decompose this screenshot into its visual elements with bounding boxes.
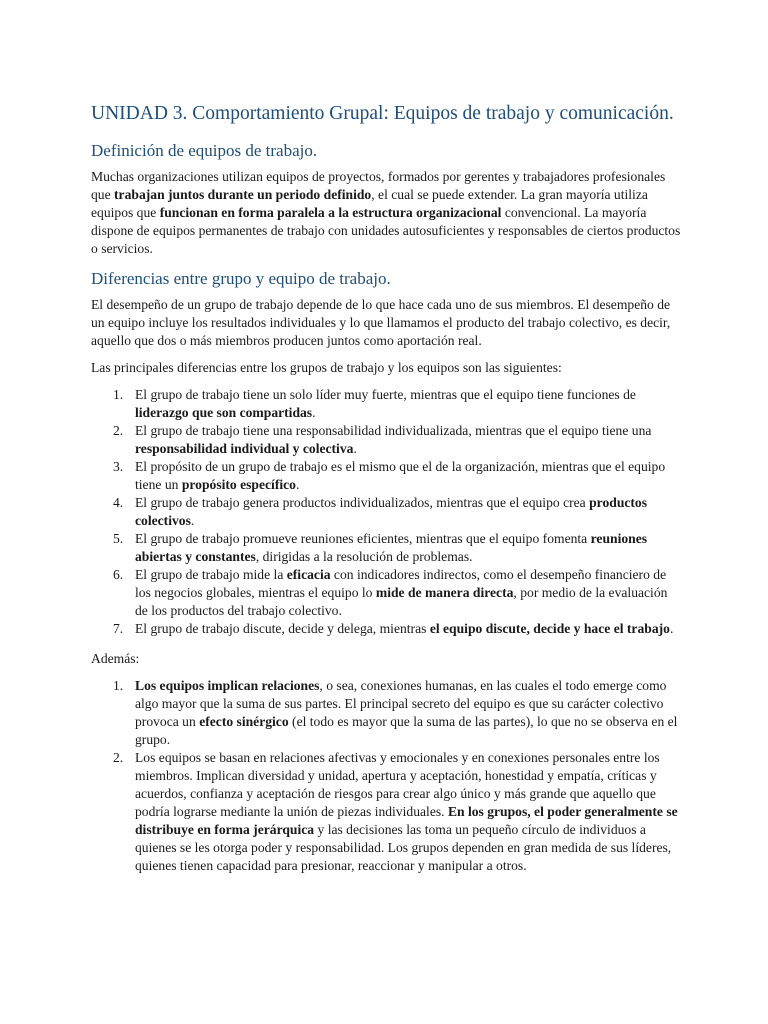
bold-text: funcionan en forma paralela a la estructura organizacional — [159, 205, 502, 220]
bold-text: responsabilidad individual y colectiva — [135, 441, 354, 456]
list-number: 6. — [113, 567, 124, 582]
text-run: El grupo de trabajo mide la — [135, 567, 287, 582]
bold-text: el equipo discute, decide y hace el trabajo — [429, 621, 670, 636]
text-run: , o sea, conexiones humanas, en las cuales el todo emerge como algo mayor que la suma de sus partes. El principal secreto del equipo es que su carácter colectivo provoca un — [135, 678, 667, 729]
ademas-label: Además: — [91, 651, 140, 666]
text-run: . — [312, 405, 316, 420]
list-number: 1. — [113, 678, 124, 693]
list-number: 7. — [113, 621, 124, 636]
bold-text: eficacia — [286, 567, 331, 582]
list-number: 2. — [113, 423, 124, 438]
bold-text: En los grupos, el poder generalmente se distribuye en forma jerárquica — [135, 804, 678, 837]
list-number: 1. — [113, 387, 124, 402]
section-heading-definicion: Definición de equipos de trabajo. — [91, 141, 318, 160]
diferencias-intro: Las principales diferencias entre los grupos de trabajo y los equipos son las siguientes: — [91, 360, 562, 375]
text-run: . — [295, 477, 300, 492]
text-run: (el todo es mayor que la suma de las partes), lo que no se observa en el grupo. — [135, 714, 678, 747]
bold-text: reuniones abiertas y constantes — [135, 531, 648, 564]
text-run: con indicadores indirectos, como el desempeño financiero de los negocios globales, mientras el equipo lo — [135, 567, 667, 600]
document-title: UNIDAD 3. Comportamiento Grupal: Equipos de trabajo y comunicación. — [91, 103, 674, 124]
bold-text: productos colectivos — [135, 495, 648, 528]
ademas-list — [91, 677, 681, 875]
text-run: , el cual se puede extender. La gran mayoría utiliza equipos que — [91, 187, 648, 220]
bold-text: trabajan juntos durante un periodo definido — [114, 187, 372, 202]
list-item — [91, 458, 681, 494]
list-number: 4. — [113, 495, 124, 510]
text-run: convencional. La mayoría dispone de equipos permanentes de trabajo con unidades autosuficientes y responsables de ciertos productos o servicios. — [91, 205, 681, 256]
list-item — [91, 620, 681, 638]
text-run: El grupo de trabajo promueve reuniones eficientes, mientras que el equipo fomenta — [135, 531, 591, 546]
text-run: . — [190, 513, 195, 528]
list-item — [91, 749, 681, 875]
list-number: 5. — [113, 531, 124, 546]
text-run: Muchas organizaciones utilizan equipos de proyectos, formados por gerentes y trabajadores profesionales que — [91, 169, 666, 202]
list-item — [91, 422, 681, 458]
text-run: , por medio de la evaluación de los productos del trabajo colectivo. — [135, 585, 668, 618]
document-page — [91, 102, 681, 883]
list-item — [91, 530, 681, 566]
list-item — [91, 494, 681, 530]
text-run: El grupo de trabajo tiene un solo líder muy fuerte, mientras que el equipo tiene funciones de — [135, 387, 636, 402]
text-run: , dirigidas a la resolución de problemas. — [255, 549, 473, 564]
section-heading-diferencias: Diferencias entre grupo y equipo de trabajo. — [91, 269, 391, 288]
bold-text: mide de manera directa — [375, 585, 514, 600]
bold-text: Los equipos implican relaciones — [135, 678, 320, 693]
bold-text: efecto sinérgico — [199, 714, 289, 729]
text-run: El grupo de trabajo tiene una responsabilidad individualizada, mientras que el equipo tiene una — [135, 423, 652, 438]
bold-text: propósito específico — [181, 477, 296, 492]
text-run: . — [669, 621, 674, 636]
list-number: 2. — [113, 750, 124, 765]
text-run: El propósito de un grupo de trabajo es el mismo que el de la organización, mientras que el equipo tiene un — [135, 459, 666, 492]
list-item — [91, 386, 681, 422]
list-item — [91, 566, 681, 620]
text-run: Los equipos se basan en relaciones afectivas y emocionales y en conexiones personales entre los miembros. Implican diversidad y unidad, apertura y aceptación, honestidad y empatía, críticas y acuerdos, confianza y aceptación de riesgos para crear algo único y más grande que aquello que podría lograrse mediante la unión de piezas individuales. — [135, 750, 660, 819]
text-run: . — [353, 441, 357, 456]
list-item — [91, 677, 681, 749]
differences-list — [91, 386, 681, 638]
text-run: El grupo de trabajo discute, decide y delega, mientras — [135, 621, 430, 636]
text-run: El grupo de trabajo genera productos individualizados, mientras que el equipo crea — [135, 495, 590, 510]
text-run: y las decisiones las toma un pequeño círculo de individuos a quienes se les otorga poder y responsabilidad. Los grupos dependen en gran medida de sus líderes, quienes tienen capacidad para presionar, reaccionar y manipular a otros. — [135, 822, 672, 873]
bold-text: liderazgo que son compartidas — [135, 405, 313, 420]
diferencias-paragraph: El desempeño de un grupo de trabajo depende de lo que hace cada uno de sus miembros. El desempeño de un equipo incluye los resultados individuales y lo que llamamos el producto del trabajo colectivo, es decir, aquello que dos o más miembros producen juntos como aportación real. — [91, 297, 671, 348]
list-number: 3. — [113, 459, 124, 474]
definicion-paragraph — [91, 168, 681, 258]
